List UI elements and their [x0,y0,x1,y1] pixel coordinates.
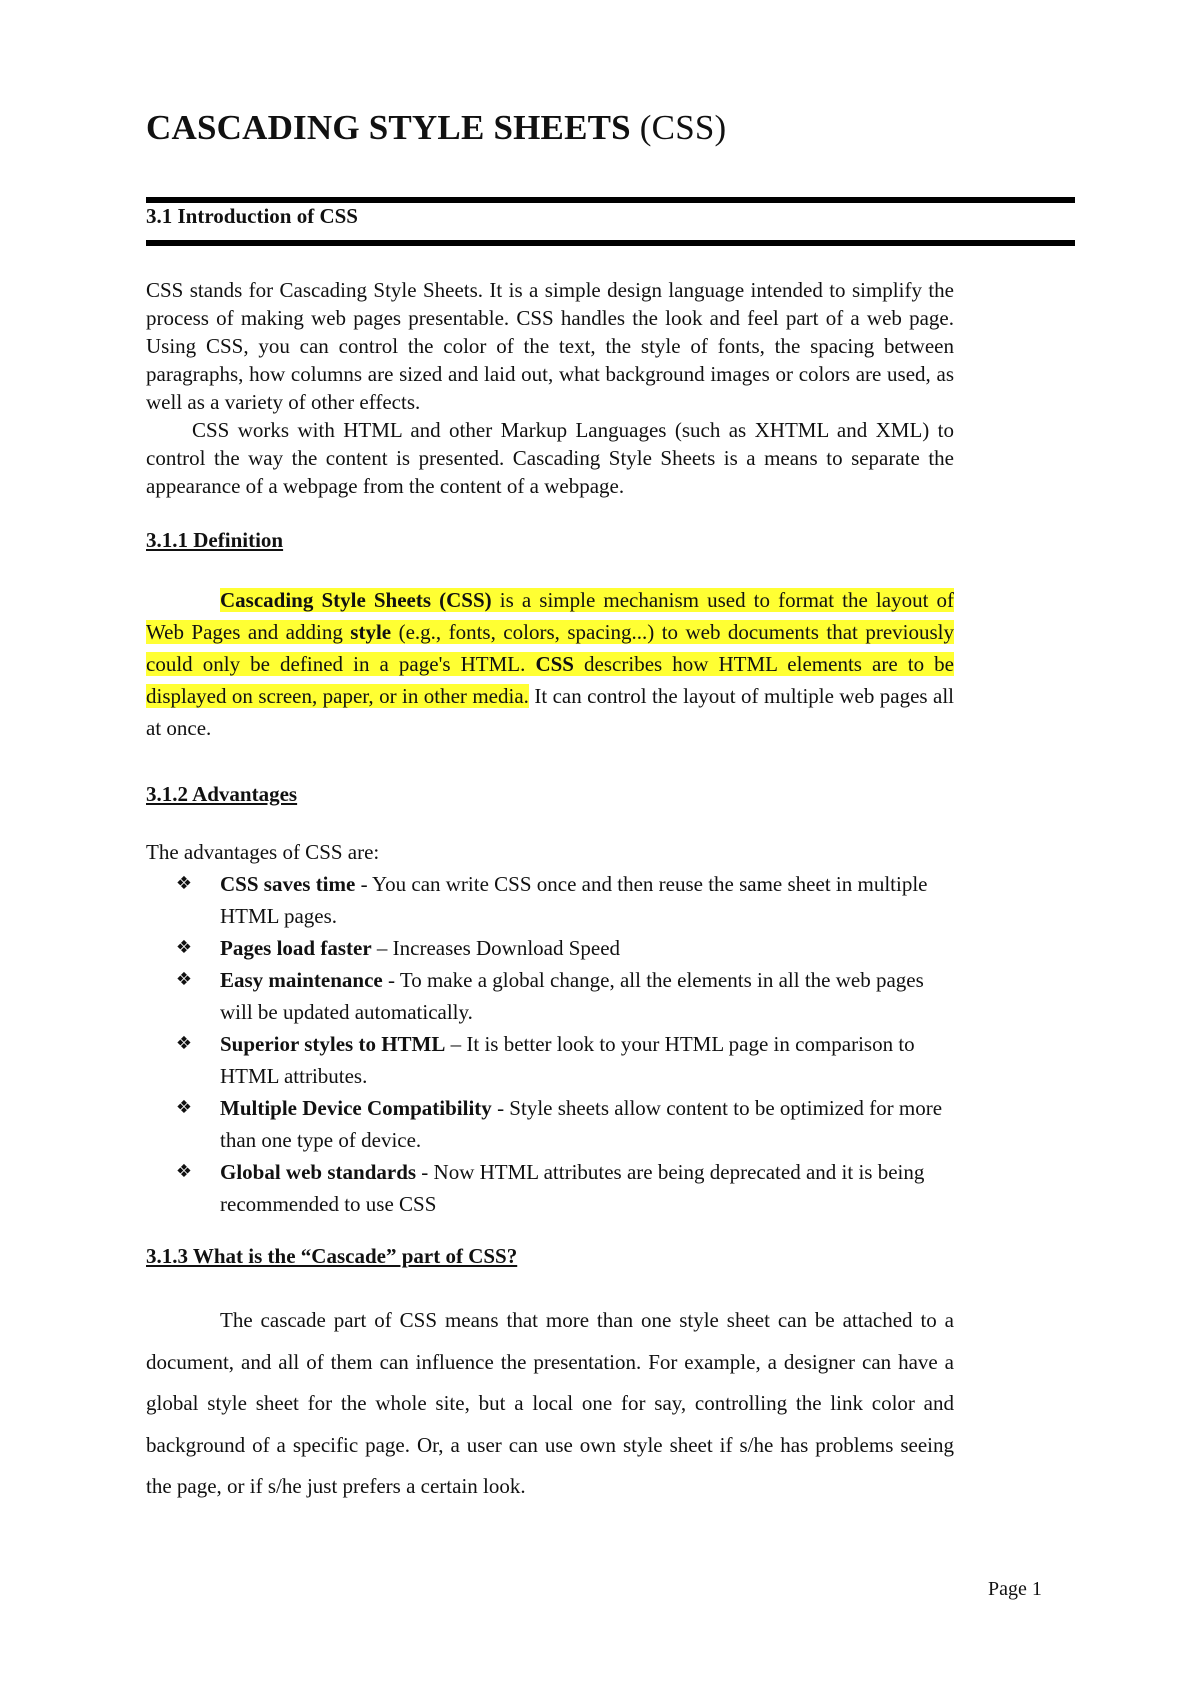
list-item [172,1092,952,1156]
page-number: Page 1 [988,1578,1042,1600]
advantages-heading: 3.1.2 Advantages [146,782,298,806]
diamond-bullet-icon: ❖ [175,1161,193,1182]
advantage-text: - You can write CSS once and then reuse the same sheet in multiple HTML pages. [220,872,928,928]
advantage-label: CSS saves time [220,872,356,896]
intro-paragraph-1: CSS stands for Cascading Style Sheets. It is a simple design language intended to simplify the process of making web pages presentable. CSS handles the look and feel part of a web page. Using CSS, you can control the color of the text, the style of fonts, the spacing between paragraphs, how columns are sized and laid out, what background images or colors are used, as well as a variety of other effects. [146,278,954,414]
diamond-bullet-icon: ❖ [175,873,193,894]
advantage-label: Superior styles to HTML [220,1032,446,1056]
advantage-label: Easy maintenance [220,968,383,992]
section-rule-bottom [146,240,1075,246]
definition-text-2: (e.g., fonts, colors, spacing...) to web documents that previously could only be defined in a page's HTML. [146,620,954,676]
diamond-bullet-icon: ❖ [175,1097,193,1118]
definition-section [146,584,954,744]
list-item [172,1156,952,1220]
cascade-paragraph: The cascade part of CSS means that more than one style sheet can be attached to a document, and all of them can influence the presentation. For example, a designer can have a global style sheet for the whole site, but a local one for say, controlling the link color and background of a specific page. Or, a user can use own style sheet if s/he has problems seeing the page, or if s/he just prefers a certain look. [146,1308,954,1498]
definition-text-4: It can control the layout of multiple web pages all at once. [146,684,954,740]
definition-paragraph [146,584,954,744]
advantage-label: Multiple Device Compatibility [220,1096,492,1120]
intro-paragraph-2: CSS works with HTML and other Markup Languages (such as XHTML and XML) to control the way the content is presented. Cascading Style Sheets is a means to separate the appearance of a webpage from the content of a webpage. [146,418,954,498]
cascade-heading: 3.1.3 What is the “Cascade” part of CSS? [146,1244,518,1268]
advantage-text: – It is better look to your HTML page in comparison to HTML attributes. [220,1032,915,1088]
document-title [146,108,726,148]
advantage-text: - Style sheets allow content to be optimized for more than one type of device. [220,1096,943,1152]
diamond-bullet-icon: ❖ [175,937,193,958]
diamond-bullet-icon: ❖ [175,1033,193,1054]
advantage-text: – Increases Download Speed [371,936,621,960]
diamond-bullet-icon: ❖ [175,969,193,990]
advantage-label: Global web standards [220,1160,417,1184]
list-item [172,964,952,1028]
definition-css-word: CSS [535,652,574,676]
definition-text-1: is a simple mechanism used to format the layout of Web Pages and adding [146,588,954,644]
list-item [172,868,952,932]
definition-abbr: (CSS) [439,588,492,612]
definition-term: Cascading Style Sheets [220,588,432,612]
section-rule-top [146,197,1075,203]
list-item [172,932,952,964]
advantage-text: - Now HTML attributes are being deprecated and it is being recommended to use CSS [220,1160,925,1216]
cascade-section [146,1300,954,1508]
advantage-text: - To make a global change, all the elements in all the web pages will be updated automatically. [220,968,924,1024]
title-main: CASCADING STYLE SHEETS [146,108,631,147]
advantages-intro: The advantages of CSS are: [146,840,380,864]
intro-section [146,276,954,500]
advantage-label: Pages load faster [220,936,372,960]
definition-text-3: describes how HTML elements are to be displayed on screen, paper, or in other media. [146,652,954,708]
advantages-list [172,868,952,1220]
list-item [172,1028,952,1092]
section-heading: 3.1 Introduction of CSS [146,204,358,228]
definition-style-word: style [350,620,392,644]
title-abbreviation: (CSS) [630,108,727,147]
definition-heading: 3.1.1 Definition [146,528,284,552]
